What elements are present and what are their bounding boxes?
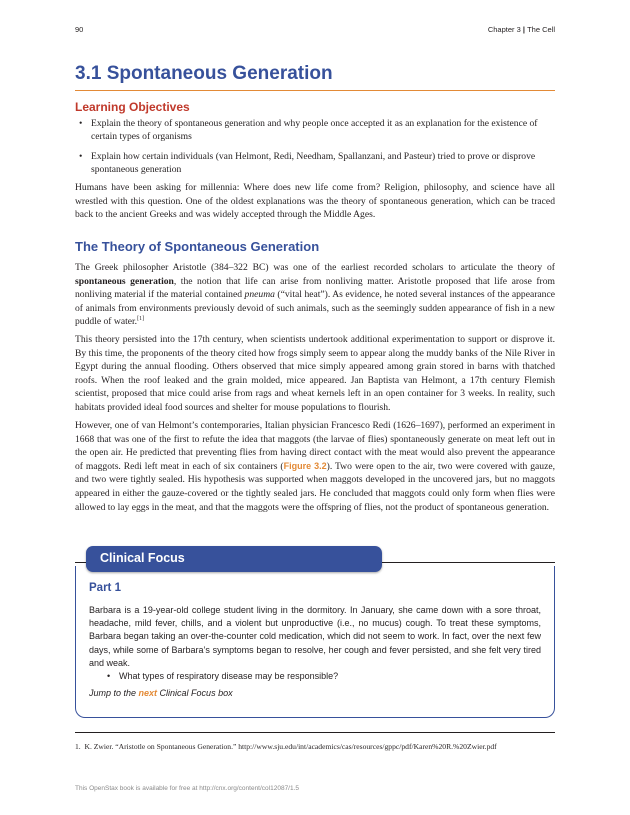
figure-link[interactable]: Figure 3.2 <box>283 460 327 471</box>
clinical-focus-questions <box>89 670 541 683</box>
objective-item: • Explain the theory of spontaneous generation and why people once accepted it as an explanation for the existence of certain types of organisms <box>75 117 555 143</box>
clinical-focus-part-title: Part 1 <box>89 582 121 594</box>
chapter-label <box>488 25 555 34</box>
paragraph-text: , the notion that life can arise from nonliving matter. Aristotle proposed that life arose from nonliving material if the material contained <box>75 275 556 301</box>
next-clinical-focus-link[interactable]: next <box>138 688 158 698</box>
redi-paragraph <box>75 419 555 514</box>
chapter-title: The Cell <box>527 25 555 34</box>
paragraph-text: The Greek philosopher Aristotle (384–322 BC) was one of the earliest recorded scholars to articulate the theory of <box>75 262 555 273</box>
jump-prefix: Jump to the <box>89 688 139 698</box>
question-item: • What types of respiratory disease may be responsible? <box>89 670 541 683</box>
paragraph-text: ). Two were open to the air, two were covered with gauze, and two were tightly sealed. His hypothesis was supported when maggots developed in the uncovered jars, but no maggots appeared in either the gauze-covered or the tightly sealed jars. He concluded that maggots could only form when flies were allowed to lay eggs in the meat, and that the maggots were the offspring of flies, not the product of spontaneous generation. <box>75 460 555 513</box>
footnote-reference[interactable]: [1] <box>137 316 145 323</box>
paragraph-text: (“vital heat”). As evidence, he noted several instances of the appearance of animals from environments previously devoid of such animals, such as the seemingly sudden appearance of fish in a new puddle of water. <box>75 289 555 328</box>
paragraph-text: However, one of van Helmont’s contemporaries, Italian physician Francesco Redi (1626–1697), performed an experiment in 1668 that was one of the first to refute the idea that maggots (the larvae of flies) spontaneously generate on meat left out in the open air. He predicted that preventing flies from having direct contact with the meat would also prevent the appearance of maggots. Redi left meat in each of six containers ( <box>75 420 555 472</box>
learning-objectives-list <box>75 117 555 183</box>
van-helmont-paragraph: This theory persisted into the 17th century, when scientists undertook additional experimentation to support or disprove it. By this time, the proponents of the theory cited how frogs simply seem to appear along the muddy banks of the Nile River in Egypt during the annual flooding. Others observed that mice simply appeared among grain stored in barns with thatched roofs. When the roof leaked and the grain molded, mice appeared. Jan Baptista van Helmont, a 17th century Flemish scientist, proposed that mice could arise from rags and wheat kernels left in an open container for 3 weeks. In reality, such habitats provided ideal food sources and shelter for mouse populations to flourish. <box>75 334 555 413</box>
clinical-focus-jump <box>89 688 541 698</box>
key-term: spontaneous generation <box>75 275 174 287</box>
clinical-focus-tab <box>86 546 382 572</box>
intro-paragraph: Humans have been asking for millennia: Where does new life come from? Religion, philosophy, and science have all wrestled with this question. One of the oldest explanations was the theory of spontaneous generation, which can be traced back to the ancient Greeks and was widely accepted through the Middle Ages. <box>75 182 555 221</box>
page-footer: This OpenStax book is available for free at http://cnx.org/content/col12087/1.5 <box>75 785 300 792</box>
clinical-focus-paragraph: Barbara is a 19-year-old college student living in the dormitory. In January, she came down with a sore throat, headache, mild fever, chills, and a violent but unproductive (i.e., no mucus) cough. To treat these symptoms, Barbara began taking an over-the-counter cold medication, which did not seem to work. In fact, over the next few days, while some of Barbara’s symptoms began to resolve, her cough and fever persisted, and she felt very tired and weak. <box>89 605 541 668</box>
subsection-title: The Theory of Spontaneous Generation <box>75 239 320 254</box>
aristotle-paragraph <box>75 261 555 329</box>
section-title: 3.1 Spontaneous Generation <box>75 63 555 91</box>
italic-term: pneuma <box>244 289 275 301</box>
learning-objectives-title: Learning Objectives <box>75 100 190 114</box>
page-number: 90 <box>75 25 84 34</box>
footnote-rule <box>75 732 555 733</box>
chapter-separator: | <box>520 25 528 34</box>
chapter-number: Chapter 3 <box>487 25 521 34</box>
footnote <box>75 742 555 752</box>
footnote-number: 1. <box>75 742 81 751</box>
clinical-focus-title: Clinical Focus <box>100 551 185 565</box>
jump-suffix: Clinical Focus box <box>157 688 233 698</box>
objective-item: • Explain how certain individuals (van Helmont, Redi, Needham, Spallanzani, and Pasteur) tried to prove or disprove spontaneous generation <box>75 150 555 176</box>
footnote-text: K. Zwier. “Aristotle on Spontaneous Generation.” http://www.sju.edu/int/academics/cas/resources/gppc/pdf/Karen%20R.%20Zwier.pdf <box>84 742 497 751</box>
